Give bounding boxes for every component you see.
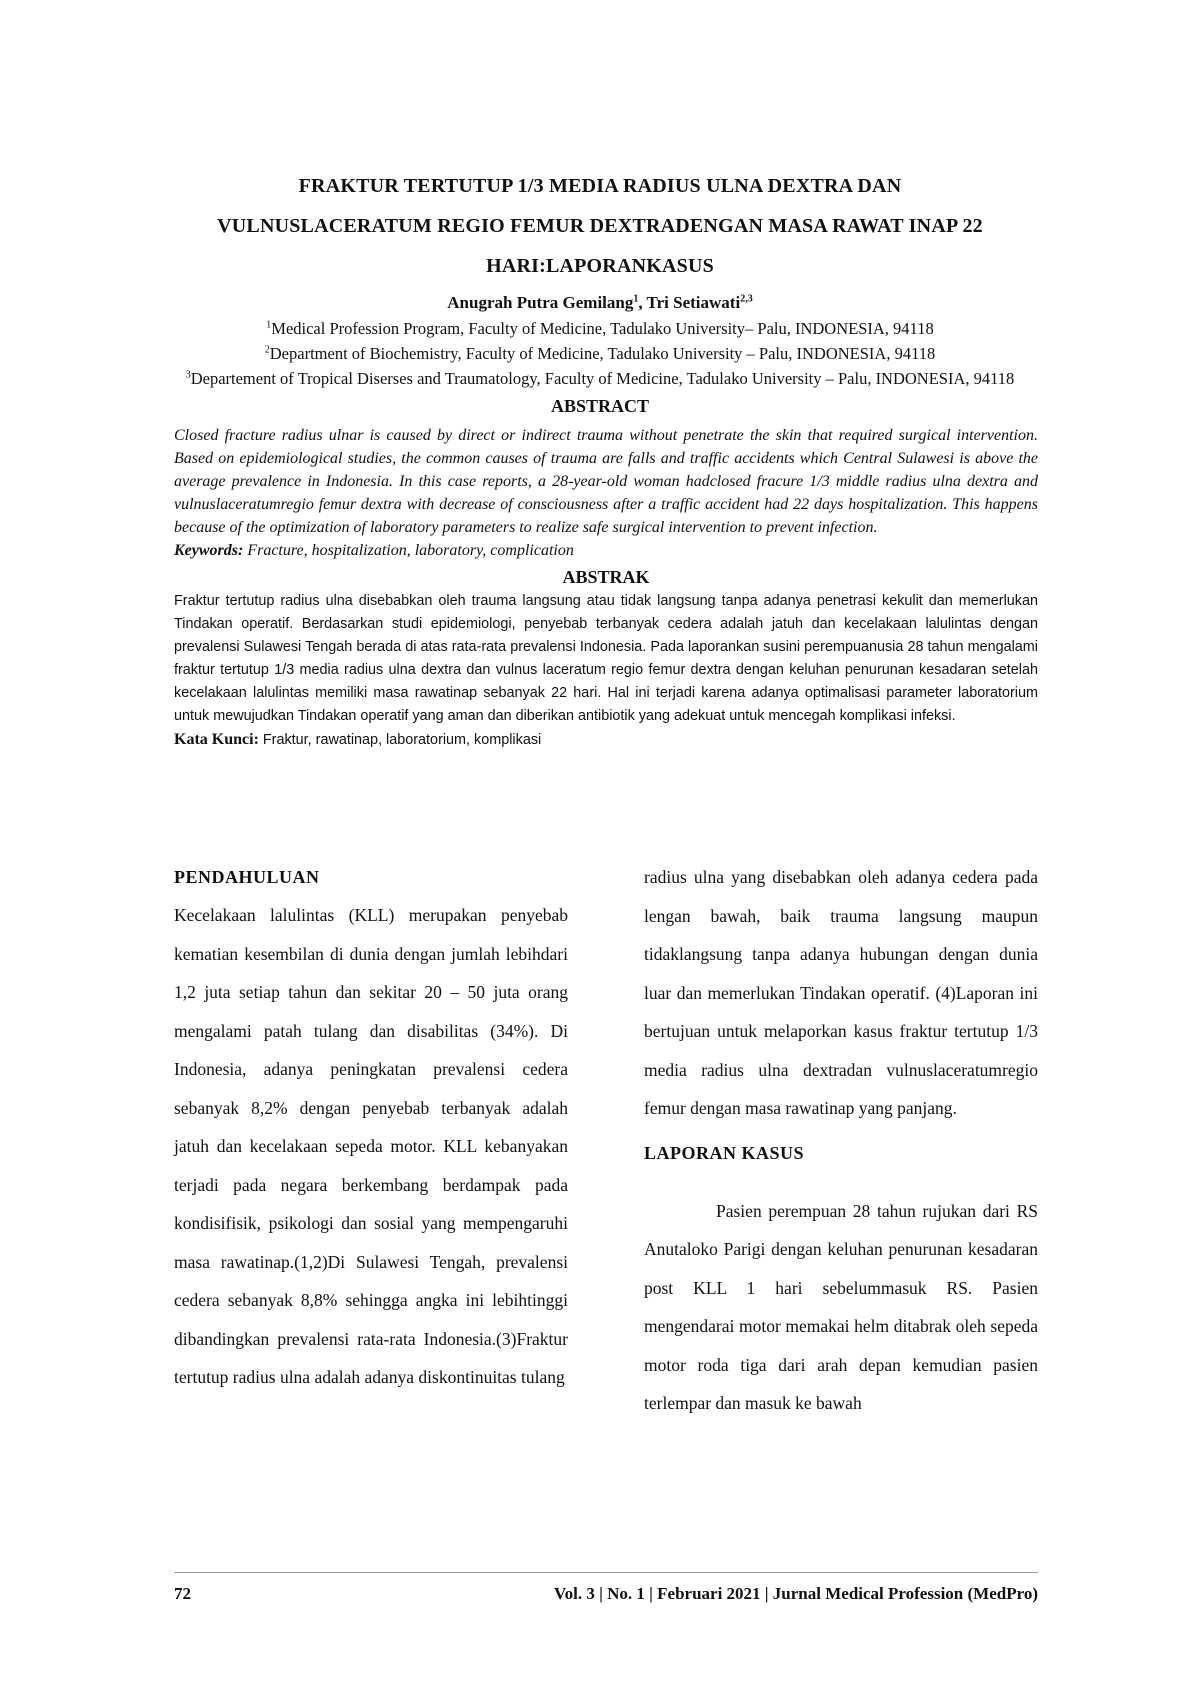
author-list: [150, 290, 1050, 316]
affiliation-mark: 2: [264, 344, 270, 356]
keywords-label: Kata Kunci:: [174, 731, 259, 748]
abstrak-heading: ABSTRAK: [562, 567, 650, 587]
affiliation-text: Departement of Tropical Diserses and Traumatology, Faculty of Medicine, Tadulako University – Palu, INDONESIA, 94118: [190, 369, 1015, 388]
case-report-paragraph: Pasien perempuan 28 tahun rujukan dari RS Anutaloko Parigi dengan keluhan penurunan kesadaran post KLL 1 hari sebelummasuk RS. Pasien mengendarai motor memakai helm ditabrak oleh sepeda motor roda tiga dari arah depan kemudian pasien terlempar dan masuk ke bawah: [644, 1200, 1038, 1413]
keywords-english: [174, 539, 1038, 562]
right-column: [644, 858, 1038, 1423]
author-separator: ,: [638, 293, 647, 312]
keywords-label: Keywords:: [174, 542, 244, 559]
affiliation-text: Department of Biochemistry, Faculty of Medicine, Tadulako University – Palu, INDONESIA, 94118: [269, 344, 936, 363]
article-title-line-2: VULNUSLACERATUM REGIO FEMUR DEXTRADENGAN MASA RAWAT INAP 22: [217, 215, 983, 237]
affiliation-3: [150, 366, 1050, 391]
article-title-line-3: HARI:LAPORANKASUS: [486, 255, 714, 277]
author-name: Tri Setiawati: [646, 293, 741, 312]
affiliation-text: Medical Profession Program, Faculty of Medicine, Tadulako University– Palu, INDONESIA, 94118: [271, 319, 934, 338]
affiliation-1: [150, 316, 1050, 341]
affiliation-mark: 1: [266, 319, 272, 331]
author-affiliation-mark: 1: [633, 293, 639, 305]
section-heading-pendahuluan: PENDAHULUAN: [174, 867, 320, 887]
keywords-text: Fracture, hospitalization, laboratory, complication: [243, 542, 574, 559]
abstract-english-text: Closed fracture radius ulnar is caused by direct or indirect trauma without penetrate the skin that required surgical intervention. Based on epidemiological studies, the common causes of trauma are falls and traffic accidents which Central Sulawesi is above the average prevalence in Indonesia. In this case reports, a 28-year-old woman hadclosed fracure 1/3 middle radius ulna dextra and vulnuslaceratumregio femur dextra with decrease of consciousness after a traffic accident had 22 days hospitalization. This happens because of the optimization of laboratory parameters to realize safe surgical intervention to prevent infection.: [174, 427, 1038, 536]
keywords-indonesian: [174, 728, 1038, 752]
abstract-area: [174, 424, 1038, 752]
author-affiliation-mark: 2,3: [740, 293, 753, 305]
footer-divider: [174, 1572, 1038, 1573]
abstract-indonesian-text: Fraktur tertutup radius ulna disebabkan oleh trauma langsung atau tidak langsung tanpa adanya penetrasi kekulit dan memerlukan Tindakan operatif. Berdasarkan studi epidemiologi, penyebab terbanyak cedera adalah jatuh dan kecelakaan lalulintas dengan prevalensi Sulawesi Tengah berada di atas rata-rata prevalensi Indonesia. Pada laporankan susini perempuanusia 28 tahun mengalami fraktur tertutup 1/3 media radius ulna dextra dan vulnus laceratum regio femur dextra dengan keluhan penurunan kesadaran setelah kecelakaan lalulintas memiliki masa rawatinap sebanyak 22 hari. Hal ini terjadi karena adanya optimalisasi parameter laboratorium untuk mewujudkan Tindakan operatif yang aman dan diberikan antibiotik yang adekuat untuk mencegah komplikasi infeksi.: [174, 593, 1038, 724]
keywords-text: Fraktur, rawatinap, laboratorium, komplikasi: [258, 732, 542, 748]
section-heading-laporan-kasus: LAPORAN KASUS: [644, 1142, 805, 1163]
journal-citation: Vol. 3 | No. 1 | Februari 2021 | Jurnal Medical Profession (MedPro): [553, 1584, 1038, 1603]
header-block: [150, 166, 1050, 419]
affiliation-mark: 3: [185, 369, 191, 381]
intro-paragraph: Kecelakaan lalulintas (KLL) merupakan penyebab kematian kesembilan di dunia dengan jumlah lebihdari 1,2 juta setiap tahun dan sekitar 20 – 50 juta orang mengalami patah tulang dan disabilitas (34%). Di Indonesia, adanya peningkatan prevalensi cedera sebanyak 8,2% dengan penyebab terbanyak adalah jatuh dan kecelakaan sepeda motor. KLL kebanyakan terjadi pada negara berkembang berdampak pada kondisifisik, psikologi dan sosial yang mempengaruhi masa rawatinap.(1,2)Di Sulawesi Tengah, prevalensi cedera sebanyak 8,8% sehingga angka ini lebihtinggi dibandingkan prevalensi rata-rata Indonesia.(3)Fraktur tertutup radius ulna adalah adanya diskontinuitas tulang: [174, 905, 568, 1387]
article-title-line-1: FRAKTUR TERTUTUP 1/3 MEDIA RADIUS ULNA DEXTRA DAN: [298, 175, 902, 197]
abstract-heading: ABSTRACT: [550, 396, 650, 416]
author-name: Anugrah Putra Gemilang: [447, 293, 634, 312]
affiliation-2: [150, 341, 1050, 366]
left-column: [174, 858, 568, 1397]
page-number: 72: [174, 1584, 191, 1603]
intro-paragraph-continued: radius ulna yang disebabkan oleh adanya cedera pada lengan bawah, baik trauma langsung maupun tidaklangsung tanpa adanya hubungan dengan dunia luar dan memerlukan Tindakan operatif. (4)Laporan ini bertujuan untuk melaporkan kasus fraktur tertutup 1/3 media radius ulna dextradan vulnuslaceratumregio femur dengan masa rawatinap yang panjang.: [644, 867, 1038, 1118]
